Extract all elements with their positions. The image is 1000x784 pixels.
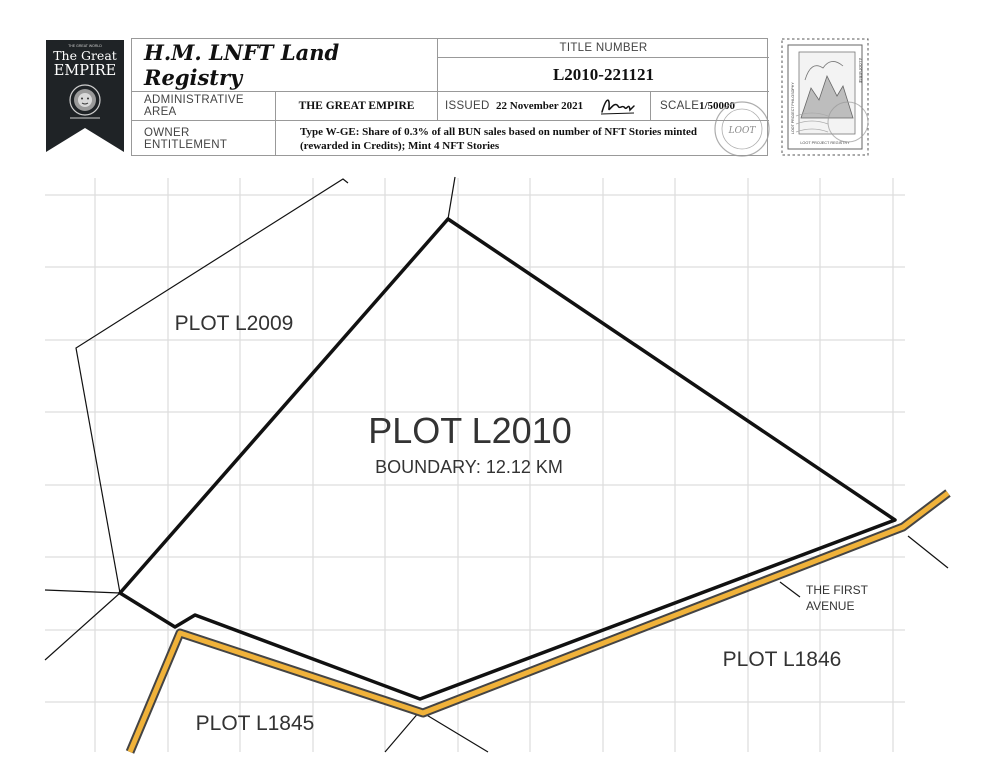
boundary-length-label: BOUNDARY: 12.12 KM — [375, 457, 563, 477]
owner-entitlement-line1: Type W-GE: Share of 0.3% of all BUN sales based on number of NFT Stories minted — [300, 126, 698, 138]
plot-l1845-label: PLOT L1845 — [195, 712, 315, 735]
admin-area-label: ADMINISTRATIVE AREA — [144, 94, 244, 118]
owner-entitlement-line2: (rewarded in Credits); Mint 4 NFT Stories — [300, 140, 500, 152]
registry-title: H.M. LNFT Land Registry — [144, 40, 340, 90]
svg-text:THE GREAT WORLD: THE GREAT WORLD — [68, 44, 102, 48]
svg-text:LOOT PROJECT REGISTRY: LOOT PROJECT REGISTRY — [800, 141, 850, 145]
scale-value: 1/50000 — [699, 100, 736, 112]
admin-area-value: THE GREAT EMPIRE — [298, 100, 415, 112]
plot-l2010-label: PLOT L2010 — [368, 410, 572, 451]
title-number-label: TITLE NUMBER — [559, 42, 648, 54]
postmark-icon — [700, 96, 870, 166]
owner-entitlement-value — [300, 125, 765, 153]
title-header-table — [131, 38, 768, 156]
road-label-line2: AVENUE — [806, 599, 855, 613]
issued-label: ISSUED — [445, 100, 490, 112]
road-label-line1: THE FIRST — [806, 583, 868, 597]
svg-text:A LOOTVERSE: A LOOTVERSE — [858, 58, 862, 84]
owner-entitlement-label: OWNER ENTITLEMENT — [144, 126, 228, 151]
plot-l2009-label: PLOT L2009 — [174, 312, 294, 335]
issued-date: 22 November 2021 — [496, 100, 584, 112]
svg-text:LOOT: LOOT — [728, 126, 756, 136]
svg-text:LOOT PROJECT PHILOSOPHY: LOOT PROJECT PHILOSOPHY — [791, 82, 795, 134]
scale-label: SCALE — [660, 100, 700, 112]
logo-line1: The Great — [53, 48, 117, 63]
logo-line2: EMPIRE — [53, 63, 117, 79]
the-great-empire-logo — [46, 40, 124, 152]
title-number: L2010-221121 — [552, 64, 655, 84]
signature-icon — [598, 94, 640, 118]
plot-l1846-label: PLOT L1846 — [722, 648, 842, 671]
